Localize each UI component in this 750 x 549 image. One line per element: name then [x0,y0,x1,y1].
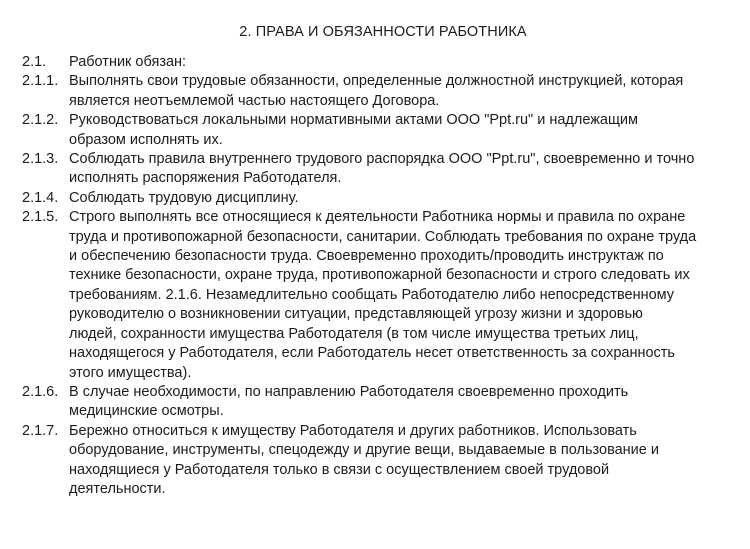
clause-number: 2.1.2. [22,112,59,129]
clause-2-1-1 [22,72,732,111]
clause-number: 2.1.6. [22,383,59,400]
clause-text: Соблюдать трудовую дисциплину. [69,189,299,206]
clause-text: Строго выполнять все относящиеся к деятельности Работника нормы и правила по охране труда и противопожарной безопасности, санитарии. Соблюдать требования по охране труда и обеспечению безопасности труда. Своевременно проходить/проводить инструктаж по технике безопасности, охране труда, противопожарной безопасности и строго следовать их требованиям. 2.1.6. Незамедлительно сообщать Работодателю либо непосредственному руководителю о возникновении ситуации, представляющей угрозу жизни и здоровью людей, сохранности имущества Работодателя (в том числе имущества третьих лиц, находящегося у Работодателя, если Работодатель несет ответственность за сохранность этого имущества). [69,209,697,381]
clause-number: 2.1.3. [22,151,59,168]
clause-number: 2.1.1. [22,73,59,90]
clause-text: Соблюдать правила внутреннего трудового распорядка ООО "Ppt.ru", своевременно и точно исполнять распоряжения Работодателя. [69,151,695,187]
clause-text: Руководствоваться локальными нормативными актами ООО "Ppt.ru" и надлежащим образом исполнять их. [69,112,638,148]
clause-number: 2.1.7. [22,422,59,439]
clause-2-1-6 [22,383,732,422]
clause-text: В случае необходимости, по направлению Работодателя своевременно проходить медицинские осмотры. [69,383,629,420]
clause-number: 2.1. [22,54,47,70]
clause-number: 2.1.4. [22,189,59,206]
document-title: 2. ПРАВА И ОБЯЗАННОСТИ РАБОТНИКА [239,24,527,40]
clause-list [22,53,732,499]
clause-text: Работник обязан: [69,54,187,70]
clause-2-1 [22,53,732,72]
clause-2-1-4 [22,189,732,208]
clause-2-1-7 [22,422,732,500]
clause-2-1-5 [22,208,732,383]
clause-number: 2.1.5. [22,209,59,226]
clause-text: Выполнять свои трудовые обязанности, определенные должностной инструкцией, которая является неотъемлемой частью настоящего Договора. [69,73,684,109]
clause-2-1-2 [22,111,732,150]
clause-2-1-3 [22,150,732,189]
clause-text: Бережно относиться к имуществу Работодателя и других работников. Использовать оборудование, инструменты, спецодежду и другие вещи, выдаваемые в пользование и находящиеся у Работодателя только в связи с осуществлением своей трудовой деятельности. [69,422,659,497]
